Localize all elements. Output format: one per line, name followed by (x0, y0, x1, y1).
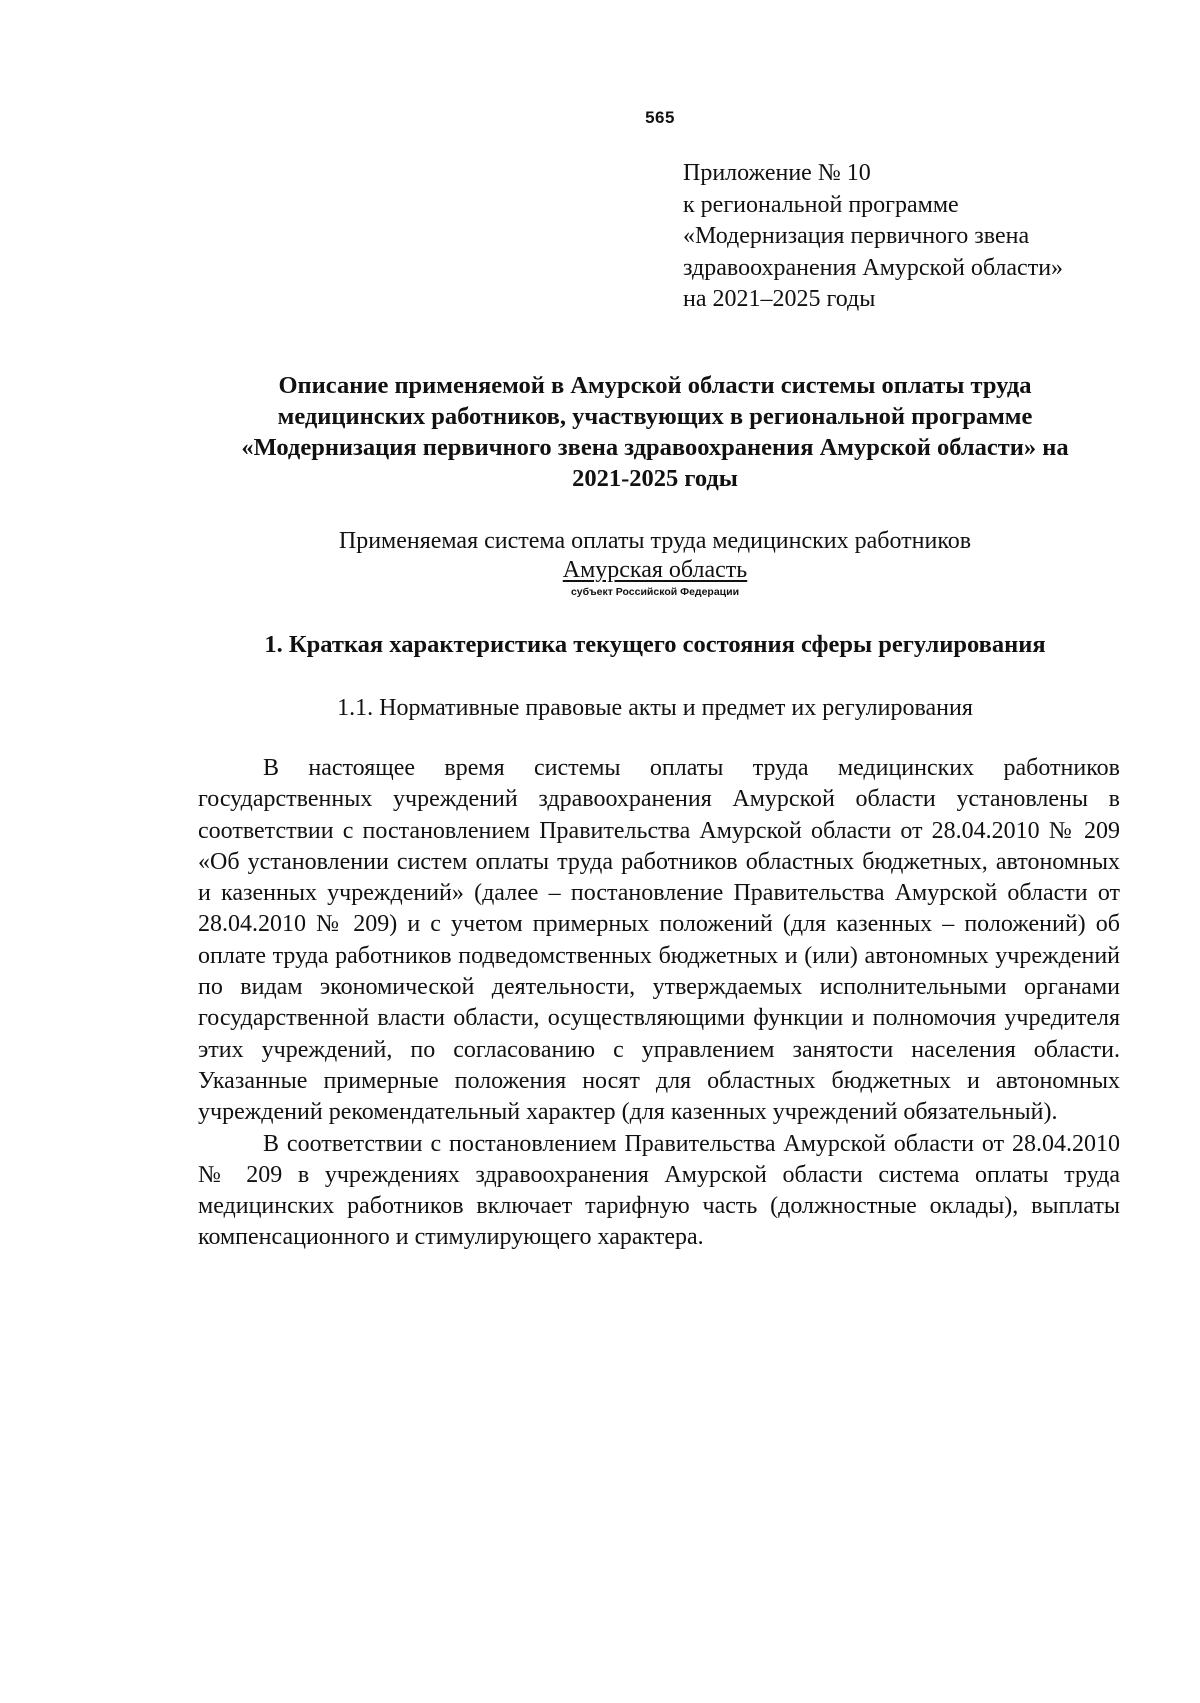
paragraph: В соответствии с постановлением Правительства Амурской области от 28.04.2010 № 209 в учреждениях здравоохранения Амурской области система оплаты труда медицинских работников включает тарифную часть (должностные оклады), выплаты компенсационного и стимулирующего характера. (198, 1130, 1120, 1251)
region-name: Амурская область (562, 557, 748, 583)
subsection-heading: 1.1. Нормативные правовые акты и предмет их регулирования (337, 695, 973, 721)
appendix-line: к региональной программе (683, 191, 959, 218)
title-line: медицинских работников, участвующих в региональной программе (277, 403, 1033, 430)
appendix-line: на 2021–2025 годы (683, 286, 876, 312)
body-text (198, 753, 1120, 1254)
title-line: Описание применяемой в Амурской области системы оплаты труда (278, 372, 1032, 399)
region-field (190, 556, 1120, 584)
title-line: 2021-2025 годы (572, 465, 738, 492)
subject-caption: субъект Российской Федерации (570, 586, 740, 598)
document-title (190, 370, 1120, 494)
paragraph: В настоящее время системы оплаты труда медицинских работников государственных учреждений здравоохранения Амурской области установлены в соответствии с постановлением Правительства Амурской области от 28.04.2010 № 209 «Об установлении систем оплаты труда работников областных бюджетных, автономных и казенных учреждений» (далее – постановление Правительства Амурской области от 28.04.2010 № 209) и с учетом примерных положений (для казенных – положений) об оплате труда работников подведомственных бюджетных и (или) автономных учреждений по видам экономической деятельности, утверждаемых исполнительными органами государственной власти области, осуществляющими функции и полномочия учредителя этих учреждений, по согласованию с управлением занятости населения области. Указанные примерные положения носят для областных бюджетных и автономных учреждений рекомендательный характер (для казенных учреждений обязательный). (198, 755, 1120, 1126)
system-line: Применяемая система оплаты труда медицинских работников (338, 528, 972, 554)
appendix-header (683, 158, 1063, 316)
appendix-line: «Модернизация первичного звена (683, 223, 1030, 249)
appendix-line: здравоохранения Амурской области» (683, 254, 1064, 281)
section-heading: 1. Краткая характеристика текущего состояния сферы регулирования (264, 631, 1046, 658)
appendix-line: Приложение № 10 (683, 160, 871, 186)
page-number: 565 (645, 108, 675, 127)
title-line: «Модернизация первичного звена здравоохранения Амурской области» на (241, 434, 1069, 461)
